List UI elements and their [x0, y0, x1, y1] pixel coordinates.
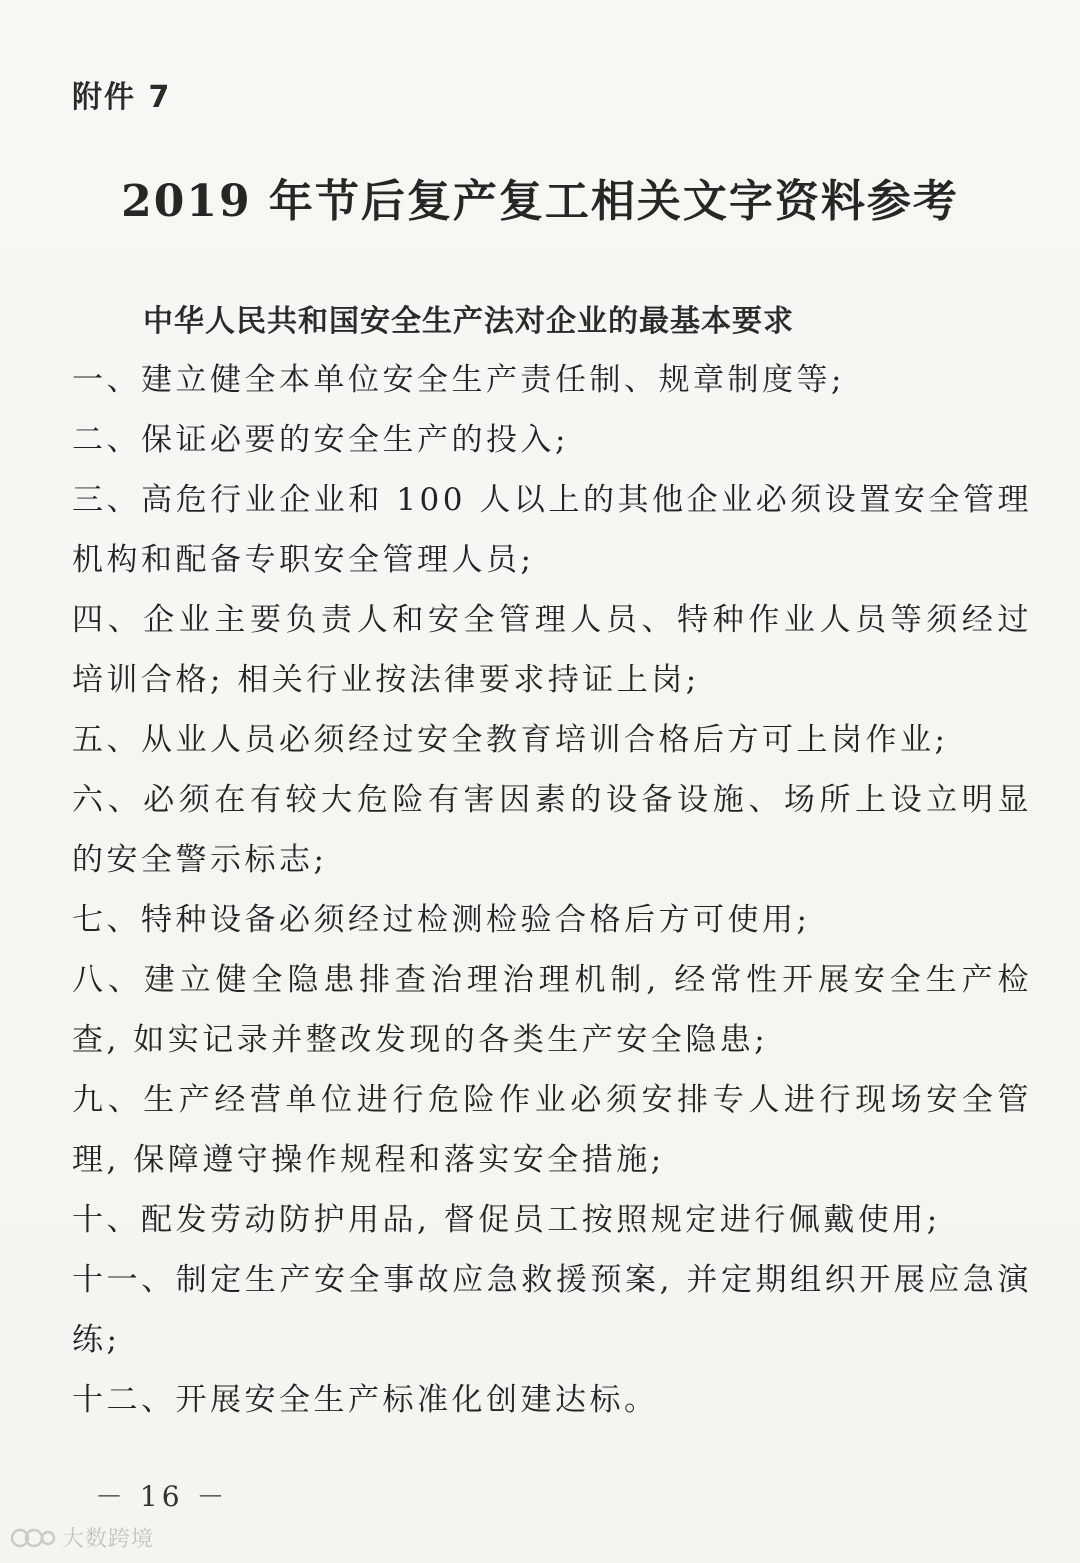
list-item: 六、必须在有较大危险有害因素的设备设施、场所上设立明显的安全警示标志; — [72, 782, 1032, 878]
list-item: 二、保证必要的安全生产的投入; — [72, 422, 569, 458]
list-item: 一、建立健全本单位安全生产责任制、规章制度等; — [72, 362, 845, 398]
list-item: 五、从业人员必须经过安全教育培训合格后方可上岗作业; — [72, 722, 949, 758]
list-item: 十一、制定生产安全事故应急救援预案, 并定期组织开展应急演练; — [72, 1262, 1032, 1358]
requirements-list — [72, 350, 1032, 1430]
list-item: 八、建立健全隐患排查治理治理机制, 经常性开展安全生产检查, 如实记录并整改发现的各类生产安全隐患; — [72, 962, 1032, 1058]
document-title: 2019 年节后复产复工相关文字资料参考 — [121, 176, 959, 227]
list-item: 七、特种设备必须经过检测检验合格后方可使用; — [72, 902, 811, 938]
watermark — [10, 1522, 154, 1553]
attachment-label: 附件 7 — [72, 80, 172, 115]
list-item: 十、配发劳动防护用品, 督促员工按照规定进行佩戴使用; — [72, 1202, 941, 1238]
page-number: － 16 － — [95, 1480, 229, 1513]
list-item: 九、生产经营单位进行危险作业必须安排专人进行现场安全管理, 保障遵守操作规程和落实安全措施; — [72, 1082, 1032, 1178]
list-item: 三、高危行业企业和 100 人以上的其他企业必须设置安全管理机构和配备专职安全管理人员; — [72, 482, 1032, 578]
list-item: 四、企业主要负责人和安全管理人员、特种作业人员等须经过培训合格; 相关行业按法律要求持证上岗; — [72, 602, 1032, 698]
watermark-text: 大数跨境 — [62, 1527, 155, 1552]
document-subtitle: 中华人民共和国安全生产法对企业的最基本要求 — [143, 304, 794, 339]
brand-logo-icon — [10, 1525, 56, 1551]
list-item: 十二、开展安全生产标准化创建达标。 — [72, 1382, 659, 1418]
